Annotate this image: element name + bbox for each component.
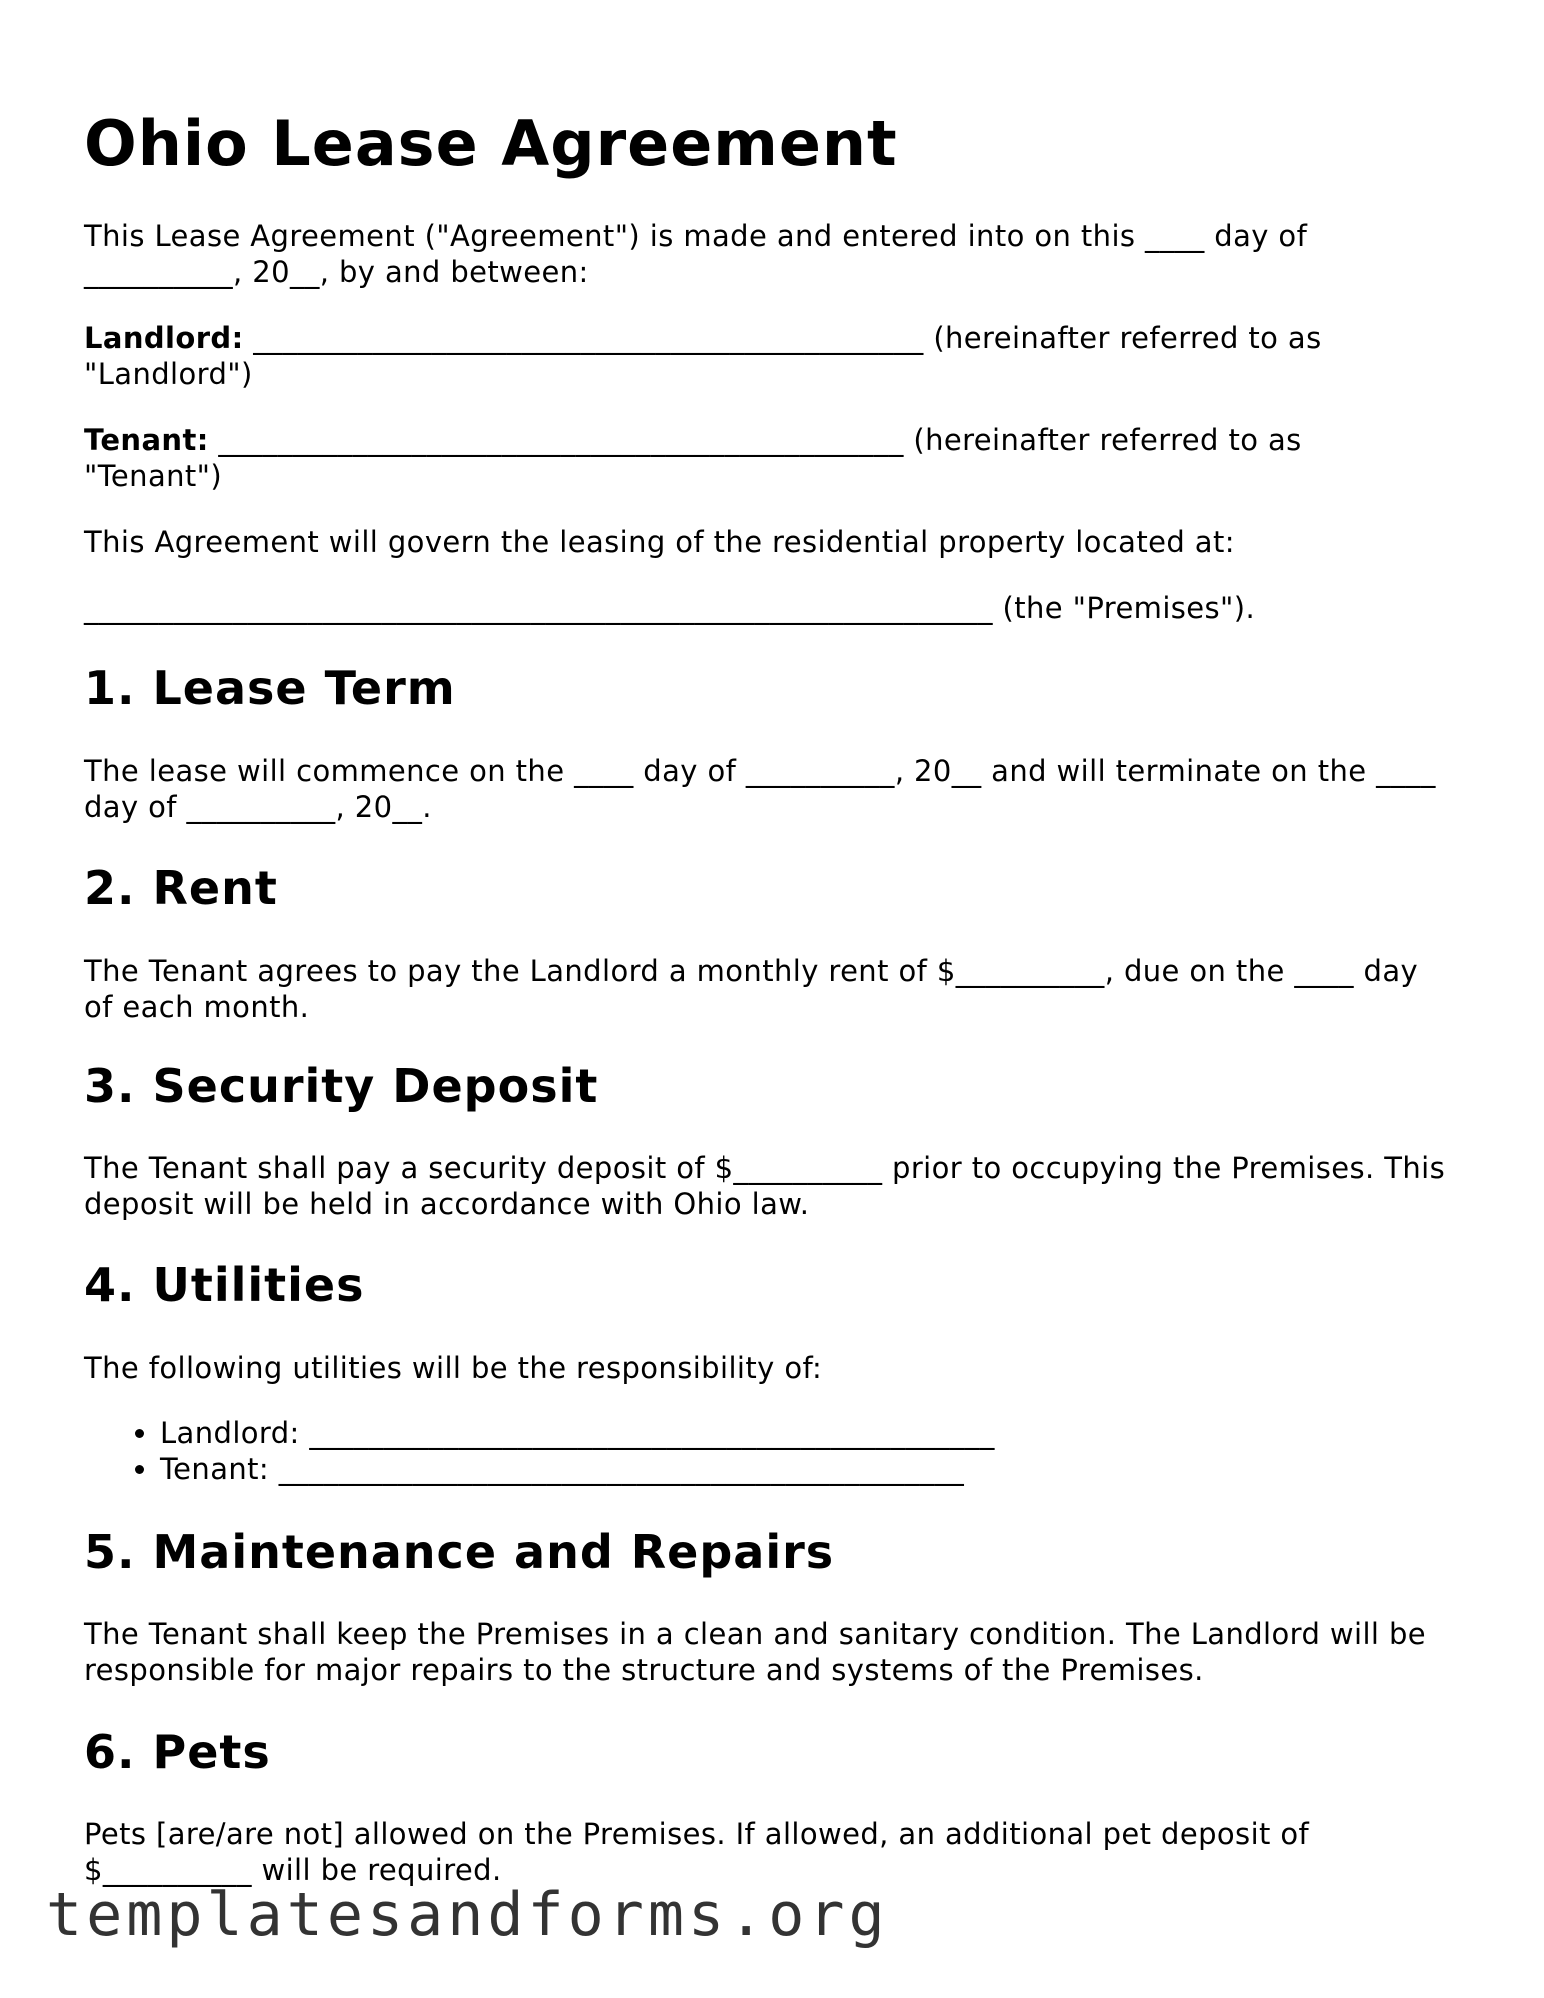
section-body-maintenance: The Tenant shall keep the Premises in a clean and sanitary condition. The Landlord will be responsible for major repairs to the structure and systems of the Premises. [84,1617,1436,1687]
section-heading-utilities: 4. Utilities [84,1258,365,1312]
section-heading-maintenance: 5. Maintenance and Repairs [84,1525,835,1579]
utilities-list [124,1415,995,1487]
section-heading-pets: 6. Pets [84,1725,271,1779]
section-body-lease-term: The lease will commence on the ____ day of __________, 20__ and will terminate on the ____ day of __________, 20__. [84,754,1446,824]
tenant-label: Tenant: [84,423,209,457]
section-heading-lease-term: 1. Lease Term [84,661,456,715]
document-title: Ohio Lease Agreement [84,107,898,180]
tenant-line [84,422,1404,494]
landlord-line [84,320,1404,392]
section-heading-rent: 2. Rent [84,861,278,915]
utilities-item-tenant: • Tenant: ______________________________________________ [160,1451,995,1487]
section-body-pets: Pets [are/are not] allowed on the Premises. If allowed, an additional pet deposit of $__________ will be required. [84,1817,1319,1887]
premises-line: _____________________________________________________________ (the "Premises"). [84,591,1256,625]
section-body-utilities: The following utilities will be the responsibility of: [84,1351,823,1385]
intro-paragraph: This Lease Agreement ("Agreement") is made and entered into on this ____ day of __________, 20__, by and between: [84,219,1317,289]
landlord-fill-text: _____________________________________________ (hereinafter referred to as "Landlord") [84,321,1332,391]
section-body-security-deposit: The Tenant shall pay a security deposit of $__________ prior to occupying the Premises. This deposit will be held in accordance with Ohio law. [84,1151,1455,1221]
section-body-rent: The Tenant agrees to pay the Landlord a monthly rent of $__________, due on the ____ day of each month. [84,954,1428,1024]
utilities-item-landlord: • Landlord: ______________________________________________ [160,1415,995,1451]
landlord-label: Landlord: [84,321,244,355]
property-intro: This Agreement will govern the leasing of the residential property located at: [84,525,1235,559]
tenant-fill-text: ______________________________________________ (hereinafter referred to as "Tenant") [84,423,1312,493]
section-heading-security-deposit: 3. Security Deposit [84,1059,599,1113]
watermark-text: templatesandforms.org [46,1880,889,1950]
